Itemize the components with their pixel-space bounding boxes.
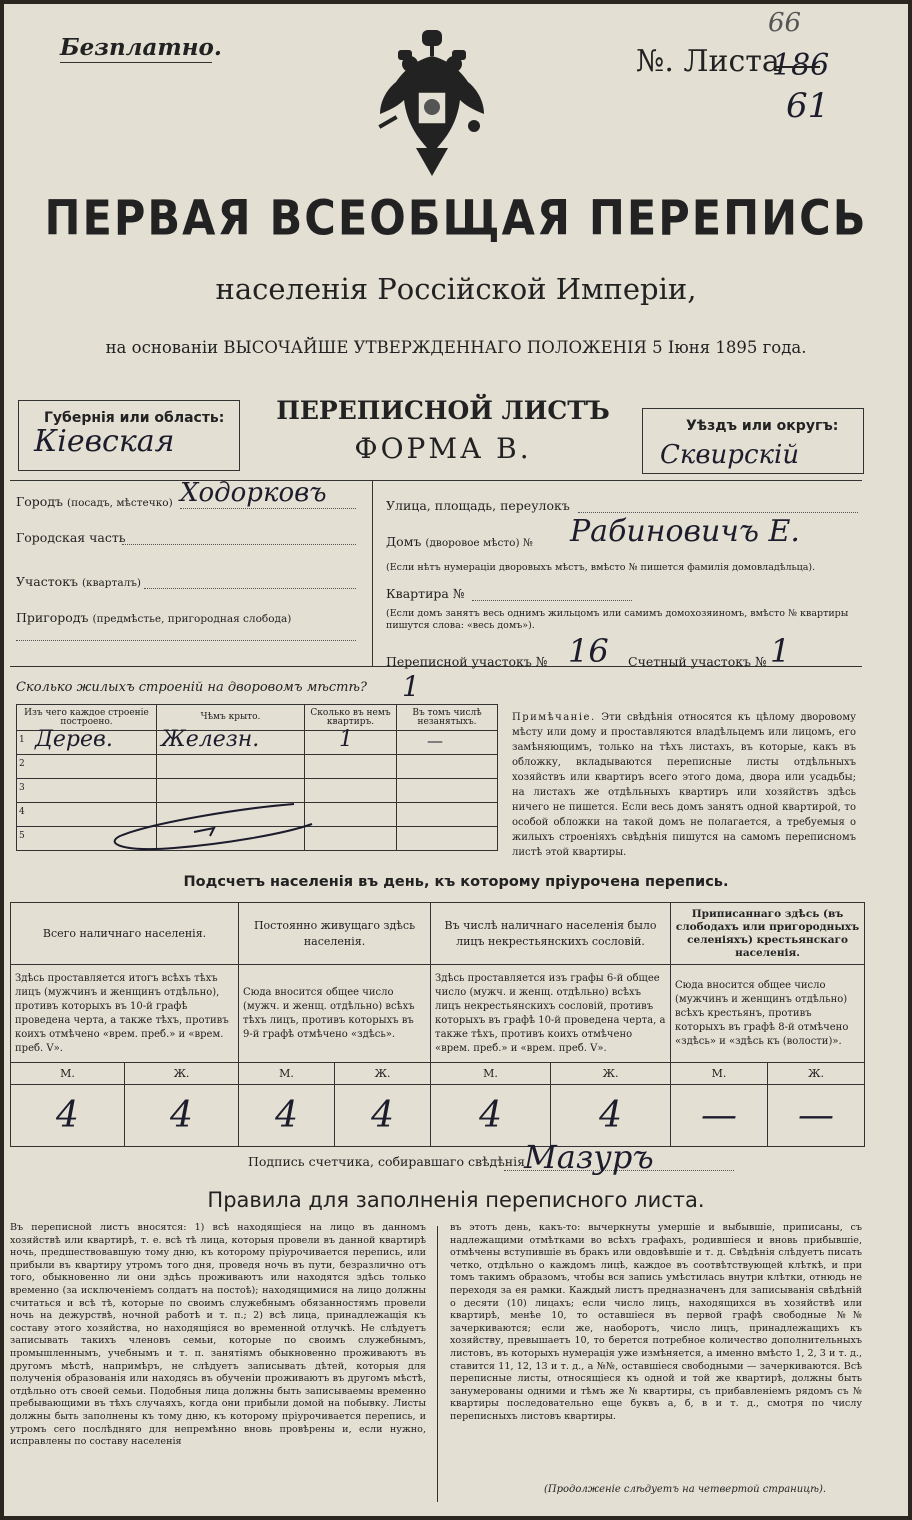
buildings-row-number: 4 — [19, 807, 25, 817]
buildings-row — [17, 755, 498, 779]
buildings-cell-roof — [157, 727, 305, 755]
buildings-cell-apartments — [305, 727, 397, 755]
signature-label: Подпись счетчика, собиравшаго свѣдѣнія — [248, 1154, 525, 1169]
form-title: ПЕРЕПИСНОЙ ЛИСТЪ — [276, 396, 610, 425]
uchastok-label: Участокъ — [16, 574, 78, 589]
uchastok-dots — [144, 588, 356, 589]
corner-stamp-number: 66 — [768, 8, 802, 38]
total-female-value: 4 — [125, 1085, 239, 1147]
buildings-apartments-value: 1 — [339, 727, 353, 752]
uezd-label: Уѣздъ или округъ: — [686, 418, 839, 434]
buildings-header-material: Изъ чего каждое строеніе построено. — [17, 705, 157, 731]
rules-column-divider — [437, 1226, 438, 1502]
prigorod-label: Пригородъ — [16, 610, 89, 625]
sheet-number-old: 186 — [772, 48, 830, 83]
city-dots — [180, 508, 356, 509]
buildings-row — [17, 731, 498, 755]
female-label: Ж. — [551, 1063, 671, 1085]
note-label: Примѣчаніе. — [512, 712, 596, 723]
buildings-row-number: 2 — [19, 759, 25, 769]
note-block — [512, 710, 856, 860]
female-label: Ж. — [768, 1063, 865, 1085]
population-count-table — [10, 902, 865, 1147]
count-section-title: Подсчетъ населенія въ день, къ которому пріурочена перепись. — [183, 874, 729, 890]
house-value: Рабиновичъ Е. — [570, 514, 800, 549]
census-area-label: Переписной участокъ № — [386, 654, 548, 669]
house-label: Домъ — [386, 534, 422, 549]
count-header-permanent: Постоянно живущаго здѣсь населенія. — [239, 903, 431, 965]
buildings-answer: 1 — [402, 670, 420, 703]
street-label: Улица, площадь, переулокъ — [386, 498, 570, 513]
male-label: М. — [671, 1063, 768, 1085]
form-subtitle: ФОРМА В. — [354, 432, 532, 465]
prigorod-dots — [16, 640, 356, 641]
peasant-male-value: — — [671, 1085, 768, 1147]
main-title: ПЕРВАЯ ВСЕОБЩАЯ ПЕРЕПИСЬ — [44, 191, 868, 247]
buildings-question: Сколько жилыхъ строеній на дворовомъ мѣстѣ? — [16, 680, 367, 695]
permanent-male-value: 4 — [239, 1085, 335, 1147]
buildings-header-roof: Чѣмъ крыто. — [157, 705, 305, 731]
male-label: М. — [431, 1063, 551, 1085]
count-desc-permanent: Сюда вносится общее число (мужч. и женщ. отдѣльно) всѣхъ тѣхъ лицъ, противъ которыхъ въ 9-й графѣ отмѣчено «здѣсь». — [239, 965, 431, 1063]
rules-continuation: (Продолженіе слѣдуетъ на четвертой страницѣ). — [544, 1484, 827, 1495]
peasant-female-value: — — [768, 1085, 865, 1147]
buildings-header-apartments: Сколько въ немъ квартиръ. — [305, 705, 397, 731]
house-note: (дворовое мѣсто) № — [425, 537, 533, 549]
male-label: М. — [239, 1063, 335, 1085]
count-desc-total: Здѣсь проставляется итогъ всѣхъ тѣхъ лицъ (мужчинъ и женщинъ отдѣльно), противъ которыхъ въ 10-й графѣ проведена черта, а также тѣхъ, противъ коихъ отмѣчено «врем. преб.» и «врем. преб. V». — [11, 965, 239, 1063]
count-area-label: Счетный участокъ № — [628, 654, 767, 669]
uezd-value: Сквирскій — [660, 440, 800, 470]
guberniya-value: Кіевская — [34, 424, 175, 459]
rules-title: Правила для заполненія переписного листа. — [207, 1188, 705, 1212]
sheet-number-label: №. Листа — [636, 44, 780, 79]
uchastok-field — [16, 574, 141, 589]
apartment-label: Квартира № — [386, 586, 465, 601]
city-part-dots — [122, 544, 356, 545]
apartment-hint: (Если домъ занятъ весь однимъ жильцомъ или самимъ домохозяиномъ, вмѣсто № квартиры пишутся слова: «весь домъ»). — [386, 608, 849, 631]
female-label: Ж. — [125, 1063, 239, 1085]
buildings-header-vacant: Въ томъ числѣ незанятыхъ. — [397, 705, 498, 731]
buildings-vacant-value: — — [427, 731, 443, 750]
sheet-number-new: 61 — [786, 86, 830, 126]
location-top-rule — [10, 480, 862, 481]
buildings-row-number: 5 — [19, 831, 25, 841]
non-peasant-male-value: 4 — [431, 1085, 551, 1147]
count-header-total: Всего наличнаго населенія. — [11, 903, 239, 965]
count-desc-non-peasant: Здѣсь проставляется изъ графы 6-й общее число (мужч. и женщ. отдѣльно) всѣхъ лицъ некрестьянскихъ сословій, противъ которыхъ въ графѣ 10-й проведена черта, а также тѣхъ, противъ коихъ отмѣчено «врем. преб.» и «врем. преб. V». — [431, 965, 671, 1063]
city-field — [16, 494, 173, 509]
buildings-material-value: Дерев. — [35, 727, 113, 752]
legal-basis-line: на основаніи ВЫСОЧАЙШЕ УТВЕРЖДЕННАГО ПОЛОЖЕНІЯ 5 Іюня 1895 года. — [105, 338, 807, 357]
buildings-roof-value: Железн. — [161, 727, 260, 752]
signature-value: Мазуръ — [524, 1138, 654, 1176]
prigorod-field — [16, 610, 291, 625]
city-label: Городъ — [16, 494, 63, 509]
census-area-value: 16 — [568, 632, 609, 670]
buildings-row-number: 3 — [19, 783, 25, 793]
city-value: Ходорковъ — [180, 478, 327, 508]
total-male-value: 4 — [11, 1085, 125, 1147]
permanent-female-value: 4 — [335, 1085, 431, 1147]
census-form-sheet — [4, 4, 908, 1516]
count-area-value: 1 — [770, 632, 791, 670]
double-headed-eagle-emblem — [376, 30, 488, 180]
prigorod-note: (предмѣстье, пригородная слобода) — [92, 613, 292, 625]
rules-right-column: въ этотъ день, какъ-то: вычеркнуты умершіе и выбывшіе, приписаны, съ надлежащими отмѣтками во всѣхъ графахъ, родившіеся и вновь прибывшіе, отмѣчены вступившіе въ бракъ или овдовѣвшіе и т. д. Свѣдѣнія слѣдуетъ писать четко, отдѣльно о каждомъ лицѣ, каждое въ соотвѣтствующей клѣткѣ, и при томъ такимъ образомъ, чтобы вся запись умѣстилась внутри клѣтки, отнюдь не переходя за ея рамки. Каждый листъ предназначенъ для записыванія свѣдѣній о десяти (10) лицахъ; если число лицъ, находящихся въ хозяйствѣ или квартирѣ, менѣе 10, то оставшіеся въ первой графѣ свободные №№ зачеркиваются; если же, наоборотъ, число лицъ, принадлежащихъ къ хозяйству, превышаетъ 10, то берется потребное количество дополнительныхъ листовъ, въ которыхъ нумерація уже измѣняется, а именно вмѣсто 1, 2, 3 и т. д., ставится 11, 12, 13 и т. д., а №№, оставшіеся свободными — зачеркиваются. Всѣ переписные листы, относящіеся къ одной и той же квартирѣ, должны быть занумерованы одними и тѣмъ же № квартиры, съ прибавленіемъ рядомъ съ № квартиры последовательно еще буквъ а, б, в и т. д., смотря по числу переписныхъ листовъ квартиры. — [450, 1222, 862, 1422]
city-part-label: Городская часть — [16, 530, 126, 545]
count-header-non-peasant: Въ числѣ наличнаго населенія было лицъ некрестьянскихъ сословій. — [431, 903, 671, 965]
female-label: Ж. — [335, 1063, 431, 1085]
guberniya-rule — [18, 470, 240, 471]
house-hint: (Если нѣтъ нумераціи дворовыхъ мѣстъ, вмѣсто № пишется фамилія домовладѣльца). — [386, 562, 816, 573]
sheet-number-strikethrough — [776, 66, 820, 68]
guberniya-label: Губернія или область: — [44, 410, 225, 426]
note-text: Эти свѣдѣнія относятся къ цѣлому дворовому мѣсту или дому и проставляются владѣльцемъ или лицомъ, его замѣняющимъ, только на тѣхъ листахъ, въ которые, какъ въ обложку, вкладываются переписные листы отдѣльныхъ хозяйствъ или квартиръ всего этого дома, двора или усадьбы; на листахъ же отдѣльныхъ квартиръ или хозяйствъ здѣсь ничего не пишется. Если весь домъ занятъ одной квартирой, то особой обложки на такой домъ не полагается, а требуемыя о жилыхъ строеніяхъ свѣдѣнія пишутся на самомъ переписномъ листѣ этой квартиры. — [512, 712, 856, 858]
free-of-charge-label: Безплатно. — [60, 34, 222, 61]
buildings-cell-vacant — [397, 731, 498, 755]
subtitle: населенія Россійской Имперіи, — [215, 272, 697, 306]
count-desc-peasant: Сюда вносится общее число (мужчинъ и женщинъ отдѣльно) всѣхъ крестьянъ, противъ которыхъ въ графѣ 8-й отмѣчено «здѣсь» и «здѣсь къ (волости)». — [671, 965, 865, 1063]
non-peasant-female-value: 4 — [551, 1085, 671, 1147]
apartment-dots — [472, 600, 632, 601]
male-label: М. — [11, 1063, 125, 1085]
house-field — [386, 534, 533, 549]
count-header-peasant: Приписаннаго здѣсь (въ слободахъ или пригородныхъ селеніяхъ) крестьянскаго населенія. — [671, 903, 865, 965]
street-dots — [578, 512, 858, 513]
rules-left-column: Въ переписной листъ вносятся: 1) всѣ находящіеся на лицо въ данномъ хозяйствѣ или квартирѣ, т. е. всѣ тѣ лица, которыя провели въ данной квартирѣ ночь, предшествовавшую тому дню, къ которому пріурочивается перепись, или прибыли въ квартиру утромъ того дня, проведя ночь въ пути, безразлично отъ того, обыкновенно ли они здѣсь проживаютъ или находятся здѣсь только временно (за исключеніемъ солдатъ на постоѣ); находящимися на лицо должны считаться и всѣ тѣ, которые по своимъ служебнымъ обязанностямъ провели ночь на дежурствѣ, ночной работѣ и т. п.; 2) всѣ лица, принадлежащія къ составу этого хозяйства, но находящіяся во временной отлучкѣ. Не слѣдуетъ записывать такихъ членовъ семьи, которые по своимъ служебнымъ, промышленнымъ, учебнымъ и т. п. занятіямъ обыкновенно проживаютъ въ другомъ мѣстѣ, напримѣръ, не слѣдуетъ записывать дѣтей, которыя для полученія образованія или находясь въ обученіи проживаютъ въ другомъ мѣстѣ, отдѣльно отъ своей семьи. Подобныя лица должны быть записываемы временно пребывающими въ тѣхъ случаяхъ, когда они прибыли домой на побывку. Листы должны быть заполнены къ тому дню, къ которому пріурочивается перепись, и утромъ сего послѣдняго для непремѣнно вновь провѣрены и, если нужно, исправлены по составу населенія — [10, 1222, 426, 1448]
free-label-underline — [60, 62, 212, 63]
buildings-row-number: 1 — [19, 735, 25, 745]
uchastok-note: (кварталъ) — [81, 577, 142, 589]
location-divider — [372, 480, 373, 666]
buildings-cell-material — [17, 727, 157, 755]
strikeout-scribble — [94, 798, 324, 858]
city-note: (посадъ, мѣстечко) — [66, 497, 173, 509]
